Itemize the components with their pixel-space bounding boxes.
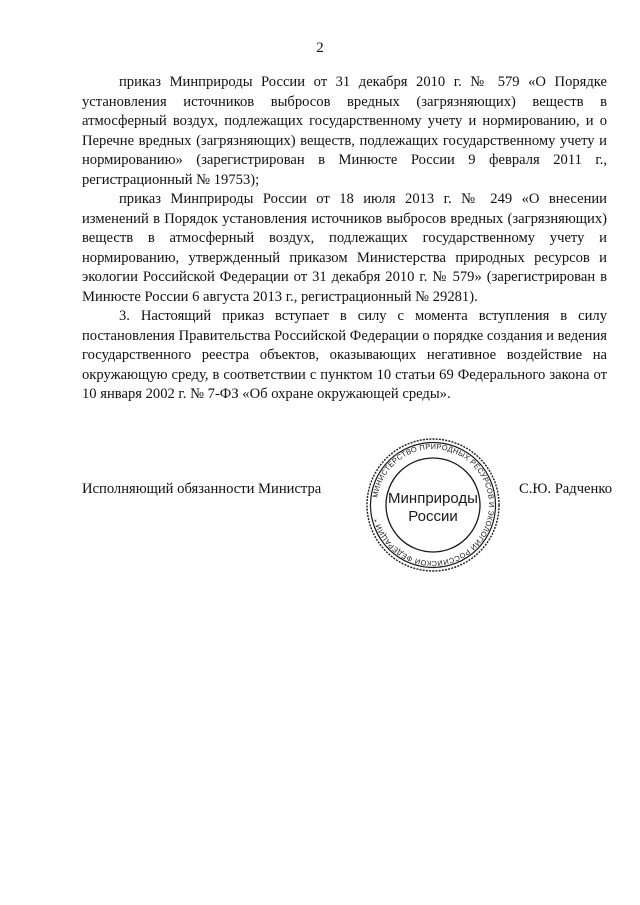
stamp-center-line-2: России — [408, 508, 458, 525]
page-number: 2 — [316, 40, 324, 56]
document-body — [82, 73, 607, 405]
signatory-title: Исполняющий обязанности Министра — [82, 481, 322, 497]
paragraph-order-579: приказ Минприроды России от 31 декабря 2010 г. № 579 «О Порядке установления источников выбросов вредных (загрязняющих) веществ в атмосферный воздух, подлежащих государственному учету и нормированию, и о Перечне вредных (загрязняющих) веществ, подлежащих государственному учету и нормированию» (зарегистрирован в Минюсте России 9 февраля 2011 г., регистрационный № 19753); — [82, 74, 607, 188]
stamp-ring-text: МИНИСТЕРСТВО ПРИРОДНЫХ РЕСУРСОВ И ЭКОЛОГИИ РОССИЙСКОЙ ФЕДЕРАЦИИ * — [370, 441, 497, 569]
official-stamp — [365, 437, 501, 573]
paragraph-entry-into-force: 3. Настоящий приказ вступает в силу с момента вступления в силу постановления Правительства Российской Федерации о порядке создания и ведения государственного реестра объектов, оказывающих негативное воздействие на окружающую среду, в соответствии с пунктом 10 статьи 69 Федерального закона от 10 января 2002 г. № 7-ФЗ «Об охране окружающей среды». — [82, 308, 607, 402]
paragraph-order-249: приказ Минприроды России от 18 июля 2013 г. № 249 «О внесении изменений в Порядок установления источников выбросов вредных (загрязняющих) веществ в атмосферный воздух, подлежащих государственному учету и нормированию, утвержденный приказом Министерства природных ресурсов и экологии Российской Федерации от 31 декабря 2010 г. № 579» (зарегистрирован в Минюсте России 6 августа 2013 г., регистрационный № 29281). — [82, 191, 607, 305]
stamp-center-line-1: Минприроды — [388, 490, 478, 507]
signatory-name: С.Ю. Радченко — [519, 481, 612, 497]
